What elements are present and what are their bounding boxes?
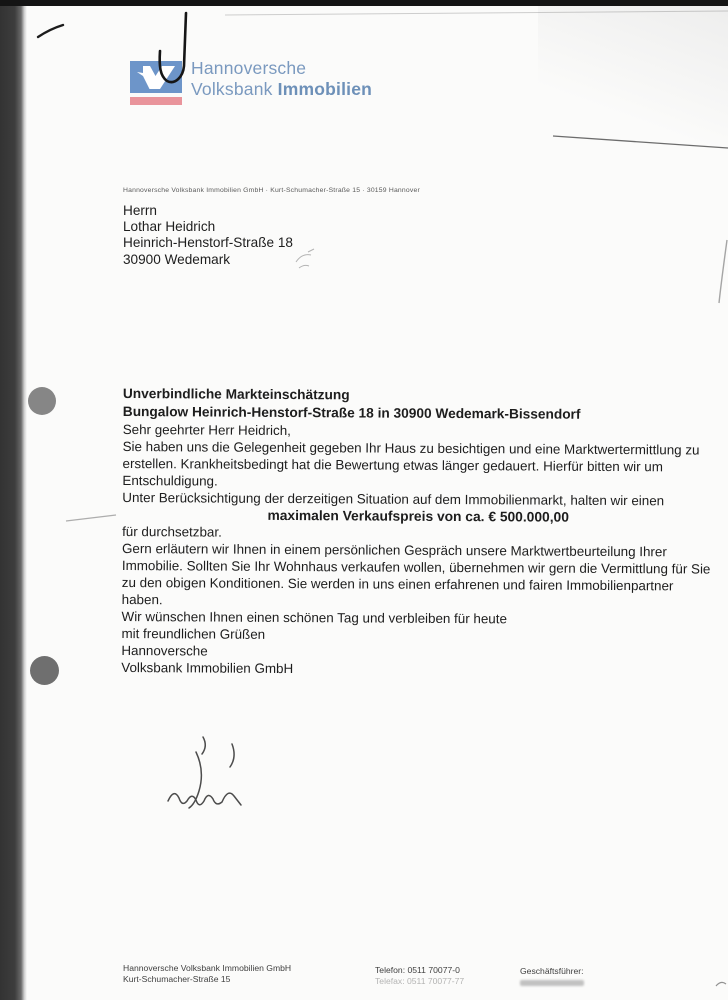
recipient-line: Herrn xyxy=(123,203,157,218)
footer-management: Geschäftsführer: xyxy=(520,966,584,986)
recipient-line: Lothar Heidrich xyxy=(123,219,216,235)
footer-phone: Telefon: 0511 70077-0 Telefax: 0511 70077-77 xyxy=(375,965,465,986)
closing-salutation: mit freundlichen Grüßen xyxy=(121,625,266,642)
brand-line1: Hannoversche xyxy=(191,58,307,78)
max-sale-price-statement: maximalen Verkaufspreis von ca. € 500.000,00 xyxy=(267,507,569,525)
subject-line-1: Unverbindliche Markteinschätzung xyxy=(122,385,350,403)
paragraph: Gern erläutern wir Ihnen in einem persönlichen Gespräch unsere Marktwertbeurteilung Ihrer Immobilie. Sollten Sie Ihr Wohnhaus verkaufen wollen, übernehmen wir gern die Vermittlung für Sie zu den obigen Konditionen. Sie werden in uns einen erfahrenen und fairen Immobilienpartner haben. xyxy=(121,540,711,608)
recipient-line: 30900 Wedemark xyxy=(123,251,231,267)
paragraph: Unter Berücksichtigung der derzeitigen Situation auf dem Immobilienmarkt, halten wir einen xyxy=(122,489,665,509)
subject-line-2: Bungalow Heinrich-Henstorf-Straße 18 in 30900 Wedemark-Bissendorf xyxy=(122,403,581,422)
salutation: Sehr geehrter Herr Heidrich, xyxy=(122,421,291,439)
recipient-line: Heinrich-Henstorf-Straße 18 xyxy=(123,235,293,251)
paragraph: für durchsetzbar. xyxy=(122,523,222,540)
footer-address: Hannoversche Volksbank Immobilien GmbH Kurt-Schumacher-Straße 15 xyxy=(123,963,292,984)
pen-mark xyxy=(38,25,63,37)
sender-return-address: Hannoversche Volksbank Immobilien GmbH · Kurt-Schumacher-Straße 15 · 30159 Hannover xyxy=(123,187,420,194)
brand-line2: Volksbank Immobilien xyxy=(191,79,373,99)
paragraph: Sie haben uns die Gelegenheit gegeben Ihr Haus zu besichtigen und eine Marktwertermittlung zu erstellen. Krankheitsbedingt hat die Bewertung etwas länger gedauert. Hierfür bitten wir um Entschuldigung. xyxy=(122,438,700,489)
paragraph: Wir wünschen Ihnen einen schönen Tag und verbleiben für heute xyxy=(121,608,507,627)
signature-company: Hannoversche Volksbank Immobilien GmbH xyxy=(121,642,294,677)
